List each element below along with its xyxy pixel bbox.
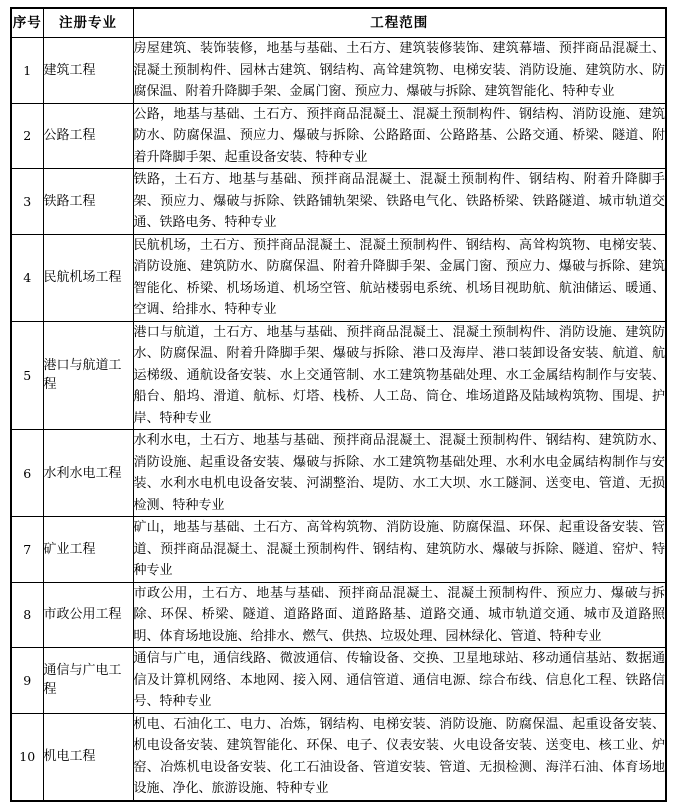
table-row xyxy=(11,38,666,104)
table-row xyxy=(11,517,666,583)
row-scope: 市政公用，土石方、地基与基础、预拌商品混凝土、混凝土预制构件、预应力、爆破与拆除、环保、桥梁、隧道、道路路面、道路路基、道路交通、城市轨道交通、城市及道路照明、体育场地设施、给排水、燃气、供热、垃圾处理、园林绿化、管道、特种专业 xyxy=(133,582,666,648)
row-seq: 8 xyxy=(11,582,43,648)
table-header-row xyxy=(11,8,666,38)
row-seq: 7 xyxy=(11,517,43,583)
column-header-seq: 序号 xyxy=(11,8,43,38)
table-row xyxy=(11,321,666,430)
column-header-scope: 工程范围 xyxy=(133,8,666,38)
table-row xyxy=(11,430,666,517)
row-scope: 通信与广电，通信线路、微波通信、传输设备、交换、卫星地球站、移动通信基站、数据通信及计算机网络、本地网、接入网、通信管道、通信电源、综合布线、信息化工程、铁路信号、特种专业 xyxy=(133,648,666,714)
row-scope: 铁路，土石方、地基与基础、预拌商品混凝土、混凝土预制构件、钢结构、附着升降脚手架、预应力、爆破与拆除、铁路铺轨架梁、铁路电气化、铁路桥梁、铁路隧道、城市轨道交通、铁路电务、特种专业 xyxy=(133,169,666,235)
row-major: 民航机场工程 xyxy=(43,234,133,321)
table-row xyxy=(11,234,666,321)
row-seq: 6 xyxy=(11,430,43,517)
row-seq: 9 xyxy=(11,648,43,714)
row-major: 港口与航道工程 xyxy=(43,321,133,430)
row-seq: 2 xyxy=(11,103,43,169)
table-body xyxy=(11,38,666,801)
row-scope: 矿山，地基与基础、土石方、高耸构筑物、消防设施、防腐保温、环保、起重设备安装、管道、预拌商品混凝土、混凝土预制构件、钢结构、建筑防水、爆破与拆除、隧道、窑炉、特种专业 xyxy=(133,517,666,583)
row-seq: 1 xyxy=(11,38,43,104)
table-row xyxy=(11,648,666,714)
table-row xyxy=(11,713,666,801)
row-seq: 4 xyxy=(11,234,43,321)
row-major: 水利水电工程 xyxy=(43,430,133,517)
row-major: 通信与广电工程 xyxy=(43,648,133,714)
row-scope: 民航机场，土石方、预拌商品混凝土、混凝土预制构件、钢结构、高耸构筑物、电梯安装、消防设施、建筑防水、防腐保温、附着升降脚手架、金属门窗、预应力、爆破与拆除、建筑智能化、桥梁、机场场道、机场空管、航站楼弱电系统、机场目视助航、航油储运、暖通、空调、给排水、特种专业 xyxy=(133,234,666,321)
row-seq: 3 xyxy=(11,169,43,235)
row-scope: 港口与航道，土石方、地基与基础、预拌商品混凝土、混凝土预制构件、消防设施、建筑防水、防腐保温、附着升降脚手架、爆破与拆除、港口及海岸、港口装卸设备安装、航道、航运梯级、通航设备安装、水上交通管制、水工建筑物基础处理、水工金属结构制作与安装、船台、船坞、滑道、航标、灯塔、栈桥、人工岛、筒仓、堆场道路及陆域构筑物、围堤、护岸、特种专业 xyxy=(133,321,666,430)
table-row xyxy=(11,169,666,235)
row-scope: 公路，地基与基础、土石方、预拌商品混凝土、混凝土预制构件、钢结构、消防设施、建筑防水、防腐保温、预应力、爆破与拆除、公路路面、公路路基、公路交通、桥梁、隧道、附着升降脚手架、起重设备安装、特种专业 xyxy=(133,103,666,169)
column-header-major: 注册专业 xyxy=(43,8,133,38)
row-scope: 房屋建筑、装饰装修，地基与基础、土石方、建筑装修装饰、建筑幕墙、预拌商品混凝土、混凝土预制构件、园林古建筑、钢结构、高耸建筑物、电梯安装、消防设施、建筑防水、防腐保温、附着升降脚手架、金属门窗、预应力、爆破与拆除、建筑智能化、特种专业 xyxy=(133,38,666,104)
row-major: 机电工程 xyxy=(43,713,133,801)
row-major: 矿业工程 xyxy=(43,517,133,583)
row-scope: 水利水电，土石方、地基与基础、预拌商品混凝土、混凝土预制构件、钢结构、建筑防水、消防设施、起重设备安装、爆破与拆除、水工建筑物基础处理、水利水电金属结构制作与安装、水利水电机电设备安装、河湖整治、堤防、水工大坝、水工隧洞、送变电、管道、无损检测、特种专业 xyxy=(133,430,666,517)
row-major: 公路工程 xyxy=(43,103,133,169)
row-scope: 机电、石油化工、电力、冶炼，钢结构、电梯安装、消防设施、防腐保温、起重设备安装、机电设备安装、建筑智能化、环保、电子、仪表安装、火电设备安装、送变电、核工业、炉窑、冶炼机电设备安装、化工石油设备、管道安装、管道、无损检测、海洋石油、体育场地设施、净化、旅游设施、特种专业 xyxy=(133,713,666,801)
table-header xyxy=(11,8,666,38)
table-row xyxy=(11,582,666,648)
row-major: 铁路工程 xyxy=(43,169,133,235)
row-seq: 5 xyxy=(11,321,43,430)
table-row xyxy=(11,103,666,169)
row-seq: 10 xyxy=(11,713,43,801)
row-major: 市政公用工程 xyxy=(43,582,133,648)
row-major: 建筑工程 xyxy=(43,38,133,104)
registered-major-scope-table xyxy=(10,7,667,802)
